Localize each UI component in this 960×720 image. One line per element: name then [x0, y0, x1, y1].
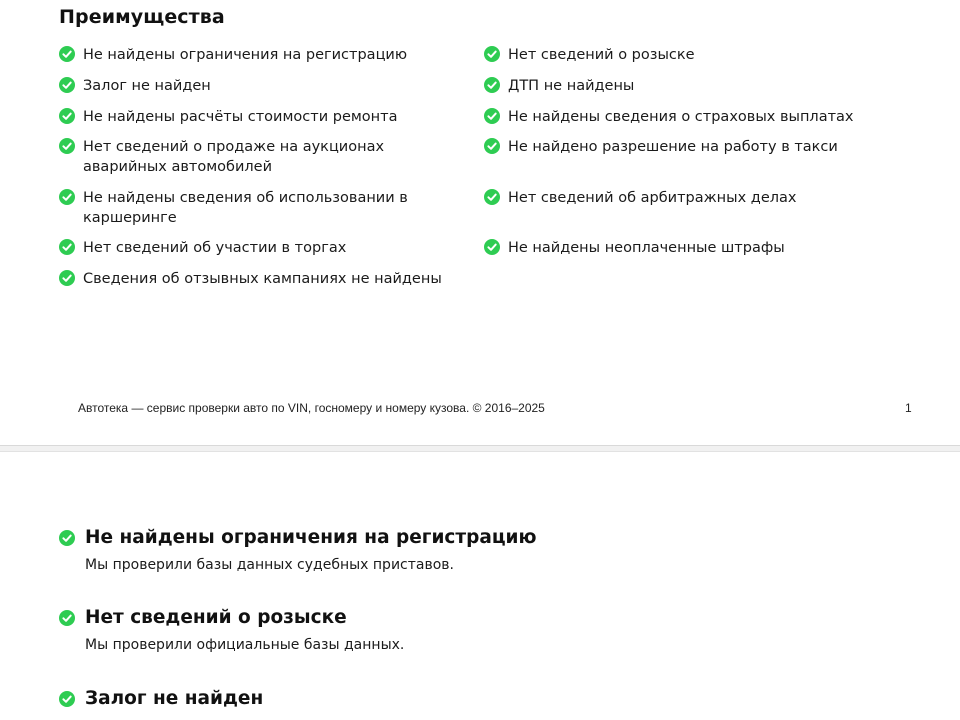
advantage-item	[59, 269, 469, 289]
check-circle-icon	[484, 77, 500, 93]
check-circle-icon	[59, 610, 75, 626]
advantage-label: Нет сведений о продаже на аукционах аварийных автомобилей	[83, 139, 385, 175]
detail-section	[59, 526, 919, 575]
advantage-item	[484, 188, 864, 208]
advantage-item	[59, 45, 469, 65]
advantage-item	[484, 238, 864, 258]
advantage-item	[59, 137, 469, 177]
document-page-2	[0, 452, 960, 720]
detail-section	[59, 687, 919, 711]
detail-title: Залог не найден	[85, 688, 264, 709]
advantage-item	[59, 107, 469, 127]
check-circle-icon	[59, 530, 75, 546]
advantage-label: Нет сведений о розыске	[508, 47, 695, 63]
detail-section	[59, 606, 919, 655]
detail-title: Не найдены ограничения на регистрацию	[85, 527, 537, 548]
detail-title: Нет сведений о розыске	[85, 607, 347, 628]
advantage-label: Нет сведений об участии в торгах	[83, 240, 347, 256]
check-circle-icon	[484, 239, 500, 255]
check-circle-icon	[59, 691, 75, 707]
advantage-label: Не найдено разрешение на работу в такси	[508, 139, 838, 155]
page-number: 1	[905, 401, 912, 415]
check-circle-icon	[59, 239, 75, 255]
check-circle-icon	[59, 108, 75, 124]
page-separator	[0, 445, 960, 452]
advantage-item	[484, 76, 864, 96]
check-circle-icon	[484, 189, 500, 205]
check-circle-icon	[484, 108, 500, 124]
check-circle-icon	[59, 46, 75, 62]
check-circle-icon	[484, 138, 500, 154]
advantage-item	[484, 137, 864, 157]
advantage-item	[59, 76, 469, 96]
check-circle-icon	[59, 270, 75, 286]
advantage-item	[484, 107, 864, 127]
advantage-label: Не найдены расчёты стоимости ремонта	[83, 109, 398, 125]
advantages-title: Преимущества	[59, 6, 225, 28]
advantage-label: Не найдены сведения об использовании в каршеринге	[83, 190, 408, 226]
advantage-item	[59, 188, 469, 228]
check-circle-icon	[59, 138, 75, 154]
advantage-item	[484, 45, 864, 65]
advantage-label: Не найдены неоплаченные штрафы	[508, 240, 785, 256]
advantage-label: ДТП не найдены	[508, 78, 635, 94]
detail-description: Мы проверили официальные базы данных.	[85, 637, 405, 653]
footer-copyright: Автотека — сервис проверки авто по VIN, госномеру и номеру кузова. © 2016–2025	[78, 401, 545, 415]
check-circle-icon	[484, 46, 500, 62]
advantage-label: Залог не найден	[83, 78, 211, 94]
check-circle-icon	[59, 77, 75, 93]
advantage-label: Нет сведений об арбитражных делах	[508, 190, 797, 206]
advantage-label: Не найдены ограничения на регистрацию	[83, 47, 408, 63]
advantage-label: Сведения об отзывных кампаниях не найдены	[83, 271, 442, 287]
check-circle-icon	[59, 189, 75, 205]
detail-description: Мы проверили базы данных судебных приставов.	[85, 557, 454, 573]
advantage-label: Не найдены сведения о страховых выплатах	[508, 109, 854, 125]
advantage-item	[59, 238, 469, 258]
